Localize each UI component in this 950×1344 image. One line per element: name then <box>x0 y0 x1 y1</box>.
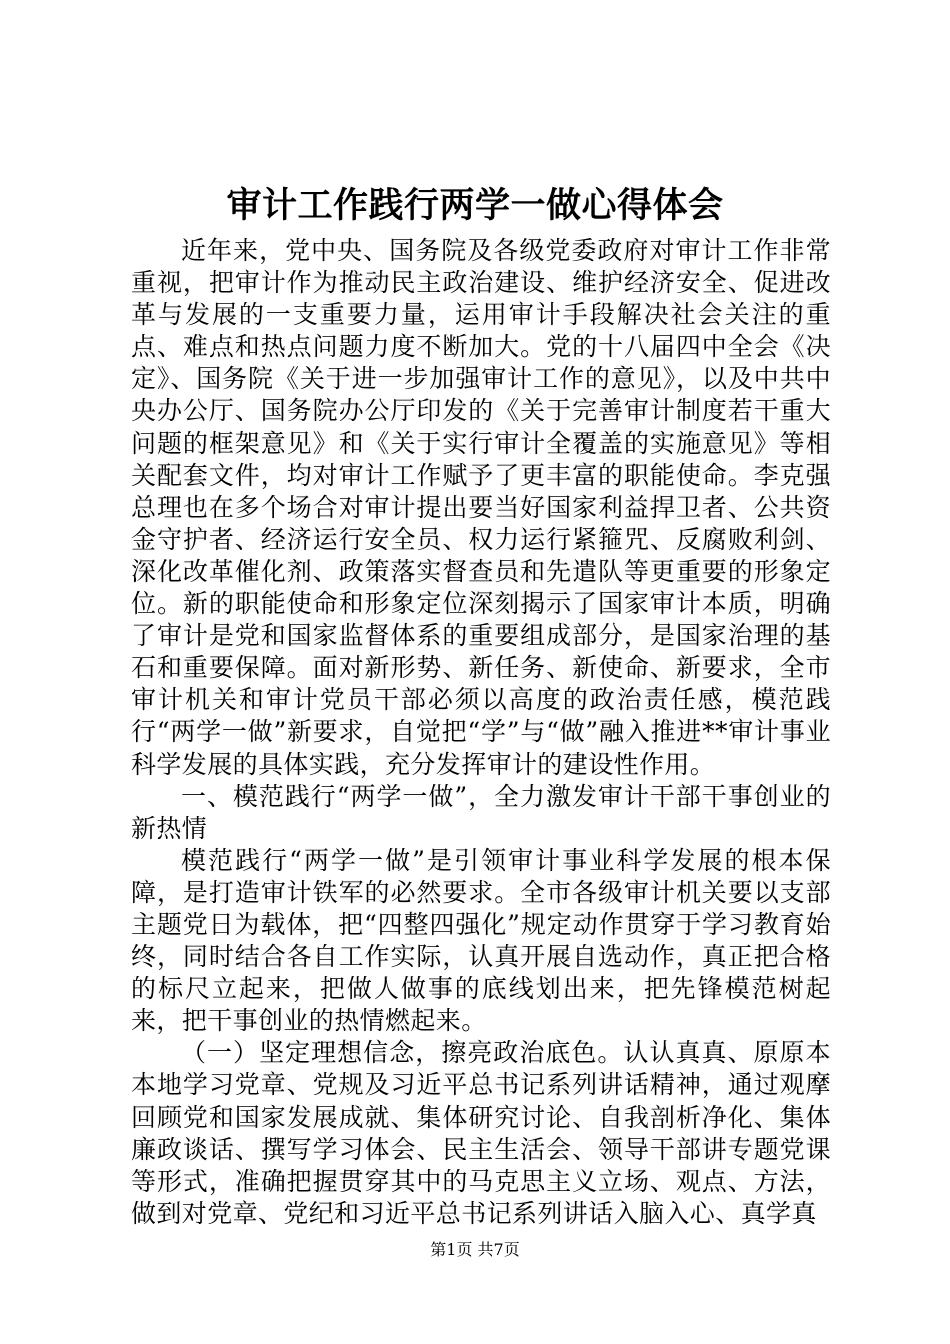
document-body <box>131 235 831 1230</box>
section-heading-1: 一、模范践行“两学一做”，全力激发审计干部干事创业的新热情 <box>131 781 831 843</box>
page-number-footer: 第1页 共7页 <box>430 1240 520 1259</box>
paragraph-intro: 近年来，党中央、国务院及各级党委政府对审计工作非常重视，把审计作为推动民主政治建设、维护经济安全、促进改革与发展的一支重要力量，运用审计手段解决社会关注的重点、难点和热点问题力度不断加大。党的十八届四中全会《决定》、国务院《关于进一步加强审计工作的意见》，以及中共中央办公厅、国务院办公厅印发的《关于完善审计制度若干重大问题的框架意见》和《关于实行审计全覆盖的实施意见》等相关配套文件，均对审计工作赋予了更丰富的职能使命。李克强总理也在多个场合对审计提出要当好国家利益捍卫者、公共资金守护者、经济运行安全员、权力运行紧箍咒、反腐败利剑、深化改革催化剂、政策落实督查员和先遣队等更重要的形象定位。新的职能使命和形象定位深刻揭示了国家审计本质，明确了审计是党和国家监督体系的重要组成部分，是国家治理的基石和重要保障。面对新形势、新任务、新使命、新要求，全市审计机关和审计党员干部必须以高度的政治责任感，模范践行“两学一做”新要求，自觉把“学”与“做”融入推进**审计事业科学发展的具体实践，充分发挥审计的建设性作用。 <box>131 236 831 779</box>
paragraph-section-1: 模范践行“两学一做”是引领审计事业科学发展的根本保障，是打造审计铁军的必然要求。全市各级审计机关要以支部主题党日为载体，把“四整四强化”规定动作贯穿于学习教育始终，同时结合各自工作实际，认真开展自选动作，真正把合格的标尺立起来，把做人做事的底线划出来，把先锋模范树起来，把干事创业的热情燃起来。 <box>131 845 831 1036</box>
document-title: 审计工作践行两学一做心得体会 <box>226 186 724 226</box>
paragraph-subsection-1: （一）坚定理想信念，擦亮政治底色。认认真真、原原本本地学习党章、党规及习近平总书记系列讲话精神，通过观摩回顾党和国家发展成就、集体研究讨论、自我剖析净化、集体廉政谈话、撰写学习体会、民主生活会、领导干部讲专题党课等形式，准确把握贯穿其中的马克思主义立场、观点、方法，做到对党章、党纪和习近平总书记系列讲话入脑入心、真学真 <box>131 1038 831 1228</box>
